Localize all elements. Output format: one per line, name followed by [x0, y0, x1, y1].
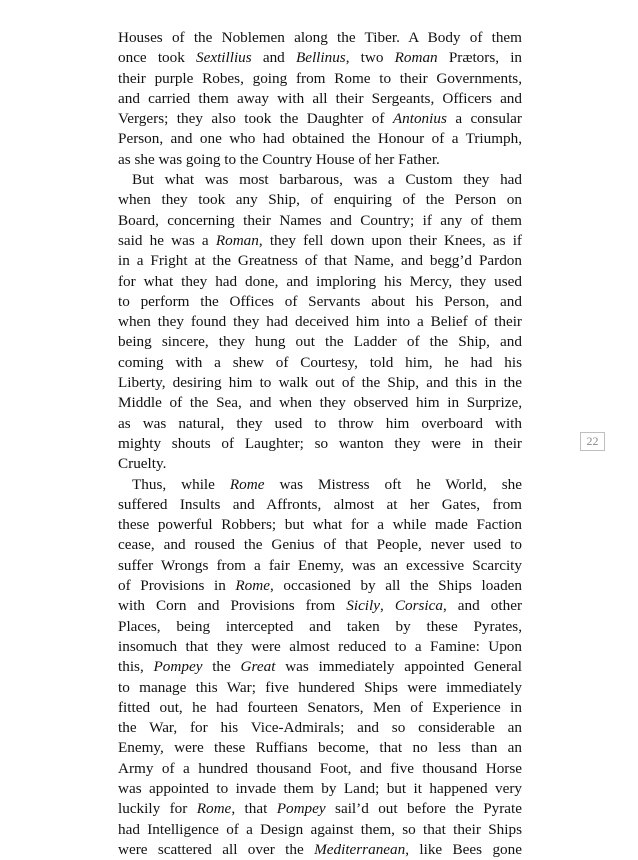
- text-span: , like Bees gone: [405, 840, 522, 858]
- text-span: were scattered all over the: [118, 840, 315, 858]
- text-line: [118, 353, 522, 373]
- text-line: [118, 434, 522, 454]
- text-span: had Intelligence of a Design against them, so that their Ships: [118, 820, 522, 838]
- text-line: [118, 332, 522, 352]
- text-span: Vergers; they also took the Daughter of: [118, 110, 393, 128]
- text-span: of Provisions in: [118, 577, 236, 595]
- text-span: Person, and one who had obtained the Honour of a Triumph,: [118, 130, 522, 148]
- italic-text: Bellinus: [295, 49, 346, 67]
- text-line: [118, 617, 522, 637]
- text-span: Enemy, were these Ruffians become, that no less than an: [118, 739, 522, 757]
- text-span: Prætors, in: [437, 49, 523, 67]
- text-line: [118, 678, 522, 698]
- text-line: [118, 475, 522, 495]
- text-span: Places, being intercepted and taken by these Pyrates,: [118, 617, 522, 635]
- text-span: for what they had done, and imploring his Mercy, they used: [118, 272, 522, 290]
- italic-text: Pompey: [276, 800, 326, 818]
- text-span: cease, and roused the Genius of that People, never used to: [118, 536, 522, 554]
- text-span: was immediately appointed General: [275, 658, 522, 676]
- text-line: [118, 637, 522, 657]
- text-span: fitted out, he had fourteen Senators, Men of Experience in: [118, 698, 522, 716]
- text-line: [118, 840, 522, 860]
- text-span: suffer Wrongs from a fair Enemy, was an excessive Scarcity: [118, 556, 522, 574]
- text-line: [118, 393, 522, 413]
- text-line: [118, 515, 522, 535]
- text-span: suffered Insults and Affronts, almost at her Gates, from: [118, 495, 522, 513]
- italic-text: Rome: [235, 577, 270, 595]
- text-line: [118, 414, 522, 434]
- text-span: insomuch that they were almost reduced to a Famine: Upon: [118, 637, 522, 655]
- text-span: Thus, while: [132, 475, 230, 493]
- text-span: coming with a shew of Courtesy, told him, he had his: [118, 353, 522, 371]
- text-line: [118, 535, 522, 555]
- text-line: [118, 779, 522, 799]
- italic-text: Mediterranean: [314, 840, 406, 858]
- text-line: [118, 596, 522, 616]
- text-span: as she was going to the Country House of her Father.: [118, 150, 440, 168]
- text-line: [118, 272, 522, 292]
- text-line: [118, 556, 522, 576]
- italic-text: Great: [240, 658, 276, 676]
- text-line: [118, 495, 522, 515]
- text-line: [118, 718, 522, 738]
- text-line: [118, 738, 522, 758]
- italic-text: Sicily: [346, 597, 380, 615]
- text-span: ,: [379, 597, 395, 615]
- text-line: [118, 251, 522, 271]
- text-span: , and other: [442, 597, 522, 615]
- text-span: when they took any Ship, of enquiring of the Person on: [118, 191, 522, 209]
- text-line: [118, 150, 522, 170]
- text-line: [118, 454, 522, 474]
- text-line: [118, 109, 522, 129]
- italic-text: Roman: [394, 49, 438, 67]
- text-span: with Corn and Provisions from: [118, 597, 347, 615]
- text-span: Houses of the Noblemen along the Tiber. A Body of them: [118, 29, 522, 46]
- book-page-text: [118, 28, 522, 860]
- text-span: Board, concerning their Names and Country; if any of them: [118, 211, 522, 229]
- text-span: Cruelty.: [118, 455, 167, 473]
- text-span: their purple Robes, going from Rome to their Governments,: [118, 69, 522, 87]
- text-span: these powerful Robbers; but what for a while made Faction: [118, 516, 522, 534]
- text-span: , two: [345, 49, 395, 67]
- italic-text: Rome: [229, 475, 265, 493]
- text-span: But what was most barbarous, was a Custom they had: [132, 171, 522, 189]
- text-line: [118, 170, 522, 190]
- italic-text: Sextillius: [196, 49, 252, 67]
- italic-text: Rome: [196, 800, 232, 818]
- text-line: [118, 657, 522, 677]
- text-span: , occasioned by all the Ships loaden: [269, 577, 522, 595]
- text-span: mighty shouts of Laughter; so wanton they were in their: [118, 434, 522, 452]
- text-line: [118, 129, 522, 149]
- text-span: once took: [118, 49, 196, 67]
- text-span: as was natural, they used to throw him overboard with: [118, 414, 522, 432]
- italic-text: Antonius: [392, 110, 447, 128]
- text-line: [118, 231, 522, 251]
- text-span: the: [202, 658, 241, 676]
- text-span: to manage this War; five hundered Ships were immediately: [118, 678, 522, 696]
- text-span: and: [251, 49, 296, 67]
- text-line: [118, 28, 522, 48]
- text-span: was appointed to invade them by Land; but it happened very: [118, 779, 522, 797]
- text-line: [118, 799, 522, 819]
- text-line: [118, 211, 522, 231]
- text-span: to perform the Offices of Servants about his Person, and: [118, 292, 522, 310]
- text-span: a consular: [446, 110, 522, 128]
- text-span: Army of a hundred thousand Foot, and five thousand Horse: [118, 759, 522, 777]
- text-span: being sincere, they hung out the Ladder of the Ship, and: [118, 333, 522, 351]
- text-line: [118, 759, 522, 779]
- text-span: sail’d out before the Pyrate: [325, 800, 522, 818]
- text-line: [118, 312, 522, 332]
- text-span: , they fell down upon their Knees, as if: [258, 231, 522, 249]
- text-line: [118, 698, 522, 718]
- text-line: [118, 820, 522, 840]
- text-span: Liberty, desiring him to walk out of the Ship, and this in the: [118, 374, 522, 392]
- italic-text: Corsica: [394, 597, 443, 615]
- text-line: [118, 576, 522, 596]
- text-line: [118, 373, 522, 393]
- body-text: [118, 28, 522, 860]
- text-line: [118, 190, 522, 210]
- page-number-box: 22: [580, 432, 605, 451]
- text-span: Middle of the Sea, and when they observed him in Surprize,: [118, 394, 522, 412]
- text-line: [118, 69, 522, 89]
- text-span: this,: [118, 658, 154, 676]
- text-span: when they found they had deceived him into a Belief of their: [118, 313, 522, 331]
- text-span: said he was a: [118, 231, 216, 249]
- text-span: the War, for his Vice-Admirals; and so considerable an: [118, 719, 522, 737]
- text-span: was Mistress oft he World, she: [264, 475, 522, 493]
- text-span: luckily for: [118, 800, 197, 818]
- text-span: , that: [231, 800, 277, 818]
- italic-text: Pompey: [153, 658, 203, 676]
- text-span: and carried them away with all their Sergeants, Officers and: [118, 89, 522, 107]
- italic-text: Roman: [215, 231, 259, 249]
- text-line: [118, 48, 522, 68]
- text-line: [118, 89, 522, 109]
- text-line: [118, 292, 522, 312]
- text-span: in a Fright at the Greatness of that Name, and begg’d Pardon: [118, 252, 522, 270]
